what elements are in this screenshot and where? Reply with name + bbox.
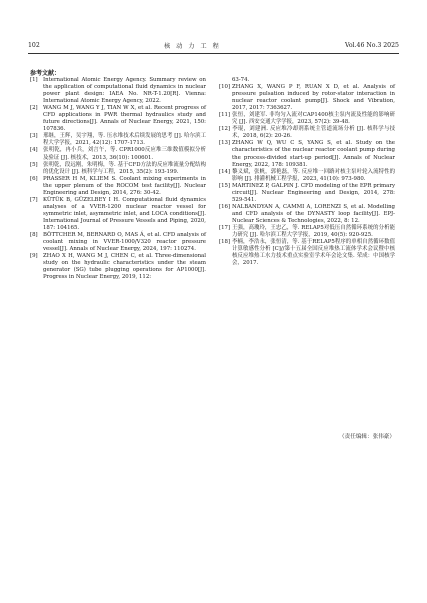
reference-text: 张明乾，冉小兵，刘言午，等. CPR1000反应堆三维数值模拟分析及验证 [J]. 核技术，2013, 36(10): 100601. [43, 147, 206, 161]
reference-number: [8] [30, 232, 38, 239]
reference-item [30, 253, 206, 281]
reference-text: MARTINEZ P, GALPIN J. CFD modeling of the EPR primary circuit[J]. Nuclear Engineering and Design, 2014, 278: 529-541. [232, 182, 395, 203]
reference-text: BÖTTCHER M, BERNARD O, MAS Á, et al. CFD analysis of coolant mixing in VVER-1000/V320 reactor pressure vessel[J]. Annals of Nuclear Energy, 2024, 197: 110274. [43, 232, 206, 253]
header-rule [28, 53, 399, 54]
reference-item [30, 147, 206, 161]
reference-item [219, 225, 395, 239]
reference-text: ZHANG X, WANG P F, RUAN X D, et al. Analysis of pressure pulsation induced by rotor-stator interaction in nuclear reactor coolant pump[J]. Shock and Vibration, 2017, 2017: 7363627. [232, 84, 395, 112]
reference-text: 李琨，刘建洲. 反应堆冷却剂系统主管道流场分析 [J]. 核科学与技术，2018, 6(2): 20-26. [232, 126, 395, 140]
reference-text: 黎义斌，张帆，郭艳磊，等. 反应堆一回路对核主泵叶轮入流特性的影响 [J]. 排灌机械工程学报，2023, 41(10): 973-980. [232, 168, 395, 182]
journal-name: 核 动 力 工 程 [163, 42, 221, 50]
reference-number: [6] [30, 175, 38, 182]
reference-number: [4] [30, 147, 38, 154]
editor-note: （责任编辑：张伟豪） [339, 434, 395, 440]
reference-item [219, 112, 395, 126]
reference-continuation: 63-74. [232, 77, 250, 83]
reference-text: 张恒，刘建军. 非均匀入流对CAP1400核主泵内流及性能的影响研究 [J]. 西安交通大学学报，2023, 57(2): 39-48. [232, 112, 395, 126]
reference-item [30, 162, 206, 176]
reference-item [30, 77, 206, 105]
reference-number: [13] [219, 140, 231, 147]
reference-item [219, 183, 395, 204]
page-header [28, 38, 399, 52]
reference-text: ZHAO X H, WANG M J, CHEN C, et al. Three-dimensional study on the hydraulic characteristics under the steam generator (SG) tube plugging operations for AP1000[J]. Progress in Nuclear Energy, 2019, 112: [43, 253, 206, 281]
reference-text: 张明乾，段远刚，朱明梅，等. 基于CFD方法的反应堆流量分配结构的优化设计 [J]. 核科学与工程，2015, 35(2): 193-199. [43, 161, 206, 175]
reference-number: [17] [219, 224, 231, 231]
reference-number: [10] [219, 84, 231, 91]
reference-number: [15] [219, 182, 231, 189]
reference-number: [14] [219, 168, 231, 175]
references-right-column [219, 77, 395, 267]
reference-text: 邢继，王辉，吴宇翔，等. 压水堆技术后续发展的思考 [J]. 哈尔滨工程大学学报，2021, 42(12): 1707-1713. [43, 133, 206, 147]
reference-item [219, 84, 395, 112]
reference-number: [16] [219, 203, 231, 210]
reference-text: ZHANG W Q, WU C S, YANG S, et al. Study on the characteristics of the nuclear reactor coolant pump during the process-divided start-up period[J]. Annals of Nuclear Energy, 2022, 178: 109381. [232, 140, 395, 168]
reference-number: [9] [30, 253, 38, 260]
reference-number: [18] [219, 239, 231, 246]
reference-item [219, 239, 395, 267]
reference-text: WANG M J, WANG Y J, TIAN W X, et al. Recent progress of CFD applications in PWR thermal hydraulics study and future directions[J]. Annals of Nuclear Energy, 2021, 150: 107836. [43, 105, 206, 133]
reference-item [30, 197, 206, 232]
reference-item [30, 133, 206, 147]
page-number: 102 [28, 41, 40, 49]
reference-number: [11] [219, 112, 231, 119]
reference-item [30, 232, 206, 253]
reference-number: [3] [30, 133, 38, 140]
reference-item [30, 176, 206, 197]
references-left-column [30, 77, 206, 281]
reference-item [219, 140, 395, 168]
reference-number: [5] [30, 161, 38, 168]
references-title: 参考文献： [30, 70, 61, 77]
reference-text: International Atomic Energy Agency. Summary review on the application of computational fluid dynamics in nuclear power plant design: IAEA No. NR-T-1.20[R]. Vienna: International Atomic Energy Agency, 2022. [43, 77, 206, 105]
reference-number: [1] [30, 77, 38, 83]
reference-item [30, 105, 206, 133]
reference-text: KÜTÜK B, GÜZELBEY I H. Computational fluid dynamics analyses of a VVER-1200 nuclear reactor vessel for symmetric inlet, asymmetric inlet, and LOCA conditions[J]. International Journal of Pressure Vessels and Piping, 2020, 187: 104165. [43, 196, 206, 231]
reference-item [219, 204, 395, 225]
reference-number: [12] [219, 126, 231, 133]
reference-text: NALBANDYAN A, CAMMI A, LORENZI S, et al. Modelling and CFD analysis of the DYNASTY loop facility[J]. EPJ- Nuclear Sciences & Technologies, 2022, 8: 12. [232, 203, 395, 224]
reference-text: 李楠，李浩永，张恒清，等. 基于RELAP5程序的单相自然循环数值计算敏感性分析 [C]//第十五届全国反应堆热工流体学术会议暨中核核反应堆热工水力技术重点实验室学术年会论文集. 荣成：中国核学会，2017. [232, 239, 395, 267]
volume-info: Vol.46 No.3 2025 [344, 41, 399, 49]
reference-number: [2] [30, 105, 38, 112]
reference-text: 王强，高瓊玲，王忠乙，等. RELAP5对低压自然循环系统的分析能力研究 [J]. 哈尔滨工程大学学报，2019, 40(5): 920-925. [232, 224, 395, 239]
reference-number: [7] [30, 196, 38, 203]
reference-item [219, 126, 395, 140]
reference-item [219, 169, 395, 183]
reference-text: PRASSER H M, KLIEM S. Coolant mixing experiments in the upper plenum of the ROCOM test facility[J]. Nuclear Engineering and Design, 2014, 276: 30-42. [43, 175, 206, 196]
